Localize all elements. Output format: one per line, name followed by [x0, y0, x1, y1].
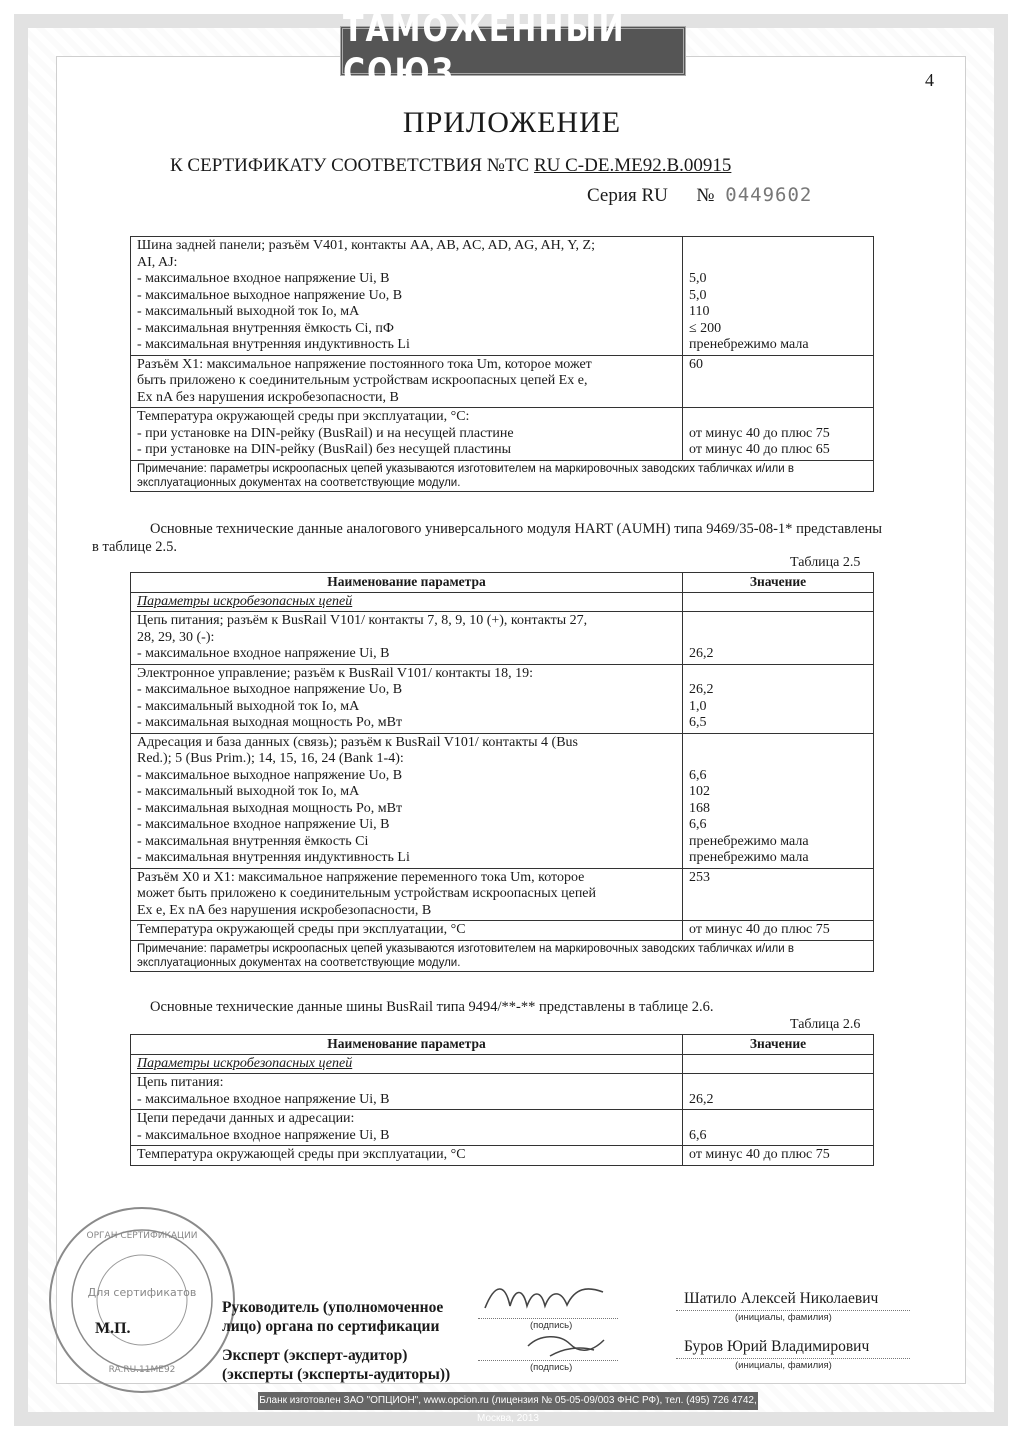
- value-line: от минус 40 до плюс 75: [689, 922, 830, 937]
- certification-stamp: [42, 1200, 242, 1400]
- section-title: Параметры искробезопасных цепей: [131, 1054, 683, 1074]
- param-cell: [131, 237, 683, 356]
- table-row: [131, 1146, 874, 1166]
- value-line: 5,0: [689, 271, 707, 286]
- value-cell: [683, 733, 874, 868]
- table-2-5: [130, 572, 874, 972]
- column-header-value: Значение: [683, 573, 874, 593]
- param-line: может быть приложено к соединительным устройствам искроопасных цепей: [137, 886, 597, 901]
- value-cell: [683, 1146, 874, 1166]
- column-header-param: Наименование параметра: [131, 1035, 683, 1055]
- table-row: [131, 1110, 874, 1146]
- param-cell: [131, 612, 683, 665]
- svg-text:Для сертификатов: Для сертификатов: [87, 1286, 197, 1299]
- value-cell: [683, 237, 874, 356]
- param-cell: [131, 355, 683, 408]
- param-cell: [131, 921, 683, 941]
- head-role: Руководитель (уполномоченное лицо) органа по сертификации: [222, 1299, 444, 1335]
- value-line: 6,6: [689, 1127, 707, 1143]
- customs-union-banner: ТАМОЖЕННЫЙ СОЮЗ: [340, 26, 686, 76]
- param-cell: [131, 1146, 683, 1166]
- param-line: - максимальное входное напряжение Ui, В: [137, 817, 390, 832]
- table-row: [131, 612, 874, 665]
- blank-footer: Бланк изготовлен ЗАО "ОПЦИОН", www.opcion.ru (лицензия № 05-05-09/003 ФНС РФ), тел. (495) 726 4742, Москва, 2013: [258, 1392, 758, 1410]
- param-line: - максимальный выходной ток Io, мА: [137, 698, 360, 714]
- stamp-place-label: М.П.: [95, 1320, 131, 1337]
- param-line: Разъём X0 и X1: максимальное напряжение переменного тока Um, которое: [137, 869, 585, 885]
- expert-name: Буров Юрий Владимирович: [684, 1338, 870, 1355]
- value-line: 6,5: [689, 715, 707, 730]
- param-line: - максимальное выходное напряжение Uo, В: [137, 287, 403, 303]
- value-line: [689, 666, 867, 683]
- section-row: [131, 1054, 874, 1074]
- table-row: [131, 355, 874, 408]
- param-line: - максимальное входное напряжение Ui, В: [137, 646, 390, 661]
- param-line: - максимальное входное напряжение Ui, В: [137, 1091, 390, 1107]
- param-line: - максимальное входное напряжение Ui, В: [137, 1127, 390, 1143]
- param-line: - максимальный выходной ток Io, мА: [137, 304, 360, 319]
- svg-text:RA.RU.11ME92: RA.RU.11ME92: [108, 1365, 176, 1375]
- value-line: 6,6: [689, 767, 707, 783]
- param-line: - максимальная внутренняя ёмкость Ci: [137, 833, 369, 849]
- value-cell: [683, 868, 874, 921]
- table-2-6: [130, 1034, 874, 1166]
- param-line: - максимальный выходной ток Io, мА: [137, 784, 360, 799]
- value-line: пренебрежимо мала: [689, 850, 809, 865]
- value-cell: [683, 408, 874, 461]
- param-line: быть приложено к соединительным устройствам искроопасных цепей Ex e,: [137, 373, 588, 388]
- value-line: [689, 409, 867, 426]
- table-header: [131, 573, 874, 593]
- param-cell: [131, 664, 683, 733]
- value-cell: [683, 612, 874, 665]
- table-row: [131, 1074, 874, 1110]
- value-cell: [683, 1074, 874, 1110]
- svg-text:ОРГАН СЕРТИФИКАЦИИ: ОРГАН СЕРТИФИКАЦИИ: [86, 1231, 198, 1241]
- param-line: - максимальное выходное напряжение Uo, В: [137, 767, 403, 783]
- value-line: 102: [689, 784, 710, 799]
- page-number: 4: [925, 70, 934, 90]
- value-line: 1,0: [689, 698, 707, 714]
- value-line: 5,0: [689, 287, 707, 303]
- param-cell: [131, 408, 683, 461]
- table-row: [131, 868, 874, 921]
- page-title: ПРИЛОЖЕНИЕ: [402, 106, 622, 139]
- value-line: от минус 40 до плюс 75: [689, 425, 830, 441]
- value-line: пренебрежимо мала: [689, 833, 809, 849]
- table-row: [131, 408, 874, 461]
- head-name-hint: (инициалы, фамилия): [735, 1312, 832, 1323]
- param-line: - при установке на DIN-рейку (BusRail) без несущей пластины: [137, 442, 511, 457]
- note-text: Примечание: параметры искроопасных цепей указываются изготовителем на маркировочных заводских табличках и/или в эксплуатационных документах на соответствующие модули.: [131, 940, 874, 971]
- param-cell: [131, 868, 683, 921]
- value-line: от минус 40 до плюс 75: [689, 1147, 830, 1162]
- column-header-value: Значение: [683, 1035, 874, 1055]
- param-line: Электронное управление; разъём к BusRail V101/ контакты 18, 19:: [137, 665, 534, 681]
- param-line: - максимальная внутренняя индуктивность Li: [137, 850, 410, 865]
- expert-signature-hint: (подпись): [530, 1362, 573, 1373]
- value-line: [689, 886, 867, 903]
- table-header: [131, 1035, 874, 1055]
- table-note: [131, 940, 874, 971]
- table-row: [131, 664, 874, 733]
- value-line: [689, 630, 867, 647]
- param-line: Температура окружающей среды при эксплуатации, °С:: [137, 409, 470, 424]
- table-row: [131, 733, 874, 868]
- series-line: Серия RU № 0449602: [587, 184, 813, 206]
- expert-role: Эксперт (эксперт-аудитор) (эксперты (эксперты-аудиторы)): [222, 1347, 451, 1383]
- value-line: [689, 238, 867, 255]
- table-note: [131, 460, 874, 491]
- value-line: [689, 390, 867, 407]
- table-2-6-caption: Таблица 2.6: [790, 1017, 861, 1032]
- head-signature-hint: (подпись): [530, 1320, 573, 1331]
- value-line: 26,2: [689, 682, 714, 697]
- value-line: 168: [689, 800, 710, 816]
- param-line: Ex nA без нарушения искробезопасности, В: [137, 389, 399, 405]
- table-row: [131, 237, 874, 356]
- series-number: 0449602: [725, 184, 813, 206]
- param-line: - максимальная выходная мощность Po, мВт: [137, 715, 403, 730]
- value-line: [689, 1111, 867, 1128]
- param-line: Red.); 5 (Bus Prim.); 14, 15, 16, 24 (Bank 1-4):: [137, 751, 404, 766]
- value-line: 26,2: [689, 646, 714, 661]
- value-line: [689, 735, 867, 752]
- param-line: Цепь питания:: [137, 1075, 224, 1090]
- value-line: [689, 613, 867, 630]
- param-line: Разъём X1: максимальное напряжение постоянного тока Um, которое может: [137, 356, 592, 372]
- value-line: 6,6: [689, 817, 707, 832]
- param-cell: [131, 1110, 683, 1146]
- value-line: [689, 1075, 867, 1092]
- head-name: Шатило Алексей Николаевич: [684, 1290, 879, 1307]
- param-line: Адресация и база данных (связь); разъём к BusRail V101/ контакты 4 (Bus: [137, 734, 578, 750]
- value-line: [689, 373, 867, 390]
- value-cell: [683, 355, 874, 408]
- expert-name-hint: (инициалы, фамилия): [735, 1360, 832, 1371]
- value-line: [689, 903, 867, 920]
- value-cell: [683, 664, 874, 733]
- param-line: Ex e, Ex nA без нарушения искробезопасности, В: [137, 902, 432, 918]
- value-cell: [683, 921, 874, 941]
- section-title: Параметры искробезопасных цепей: [131, 592, 683, 612]
- value-line: [689, 751, 867, 768]
- param-line: 28, 29, 30 (-):: [137, 629, 215, 645]
- head-signature: [475, 1278, 615, 1318]
- expert-signature: [520, 1328, 610, 1362]
- param-line: - максимальное выходное напряжение Uo, В: [137, 682, 403, 697]
- value-line: 60: [689, 356, 703, 372]
- parameters-table-continued: [130, 236, 874, 492]
- paragraph-table-2-5-intro: Основные технические данные аналогового универсального модуля HART (AUMH) типа 9469/35-08-1* представлены в таблице 2.5.: [92, 521, 882, 555]
- value-line: 26,2: [689, 1091, 714, 1107]
- value-line: ≤ 200: [689, 320, 722, 336]
- certificate-number: RU C-DE.ME92.B.00915: [533, 155, 732, 176]
- column-header-param: Наименование параметра: [131, 573, 683, 593]
- param-line: AI, AJ:: [137, 254, 178, 270]
- param-line: Цепь питания; разъём к BusRail V101/ контакты 7, 8, 9, 10 (+), контакты 27,: [137, 613, 588, 628]
- param-cell: [131, 733, 683, 868]
- value-cell: [683, 1110, 874, 1146]
- param-line: - максимальная внутренняя индуктивность Li: [137, 337, 410, 352]
- value-line: [689, 255, 867, 272]
- table-2-5-caption: Таблица 2.5: [790, 555, 861, 570]
- param-line: - максимальная выходная мощность Po, мВт: [137, 800, 403, 816]
- param-line: Температура окружающей среды при эксплуатации, °С: [137, 1147, 466, 1162]
- note-text: Примечание: параметры искроопасных цепей указываются изготовителем на маркировочных заводских табличках и/или в эксплуатационных документах на соответствующие модули.: [131, 460, 874, 491]
- param-line: Температура окружающей среды при эксплуатации, °С: [137, 922, 466, 937]
- value-line: пренебрежимо мала: [689, 337, 809, 352]
- param-line: - максимальная внутренняя ёмкость Ci, пФ: [137, 320, 394, 336]
- param-cell: [131, 1074, 683, 1110]
- value-line: 110: [689, 304, 710, 319]
- certificate-subtitle: К СЕРТИФИКАТУ СООТВЕТСТВИЯ №ТС RU C-DE.ME92.B.00915: [170, 155, 732, 176]
- param-line: - максимальное входное напряжение Ui, В: [137, 271, 390, 286]
- paragraph-table-2-6-intro: Основные технические данные шины BusRail типа 9494/**-** представлены в таблице 2.6.: [150, 999, 714, 1015]
- param-line: - при установке на DIN-рейку (BusRail) и на несущей пластине: [137, 425, 514, 441]
- section-row: [131, 592, 874, 612]
- value-line: 253: [689, 869, 710, 885]
- param-line: Цепи передачи данных и адресации:: [137, 1111, 355, 1126]
- value-line: от минус 40 до плюс 65: [689, 442, 830, 457]
- param-line: Шина задней панели; разъём V401, контакты AA, AB, AC, AD, AG, AH, Y, Z;: [137, 238, 595, 253]
- table-row: [131, 921, 874, 941]
